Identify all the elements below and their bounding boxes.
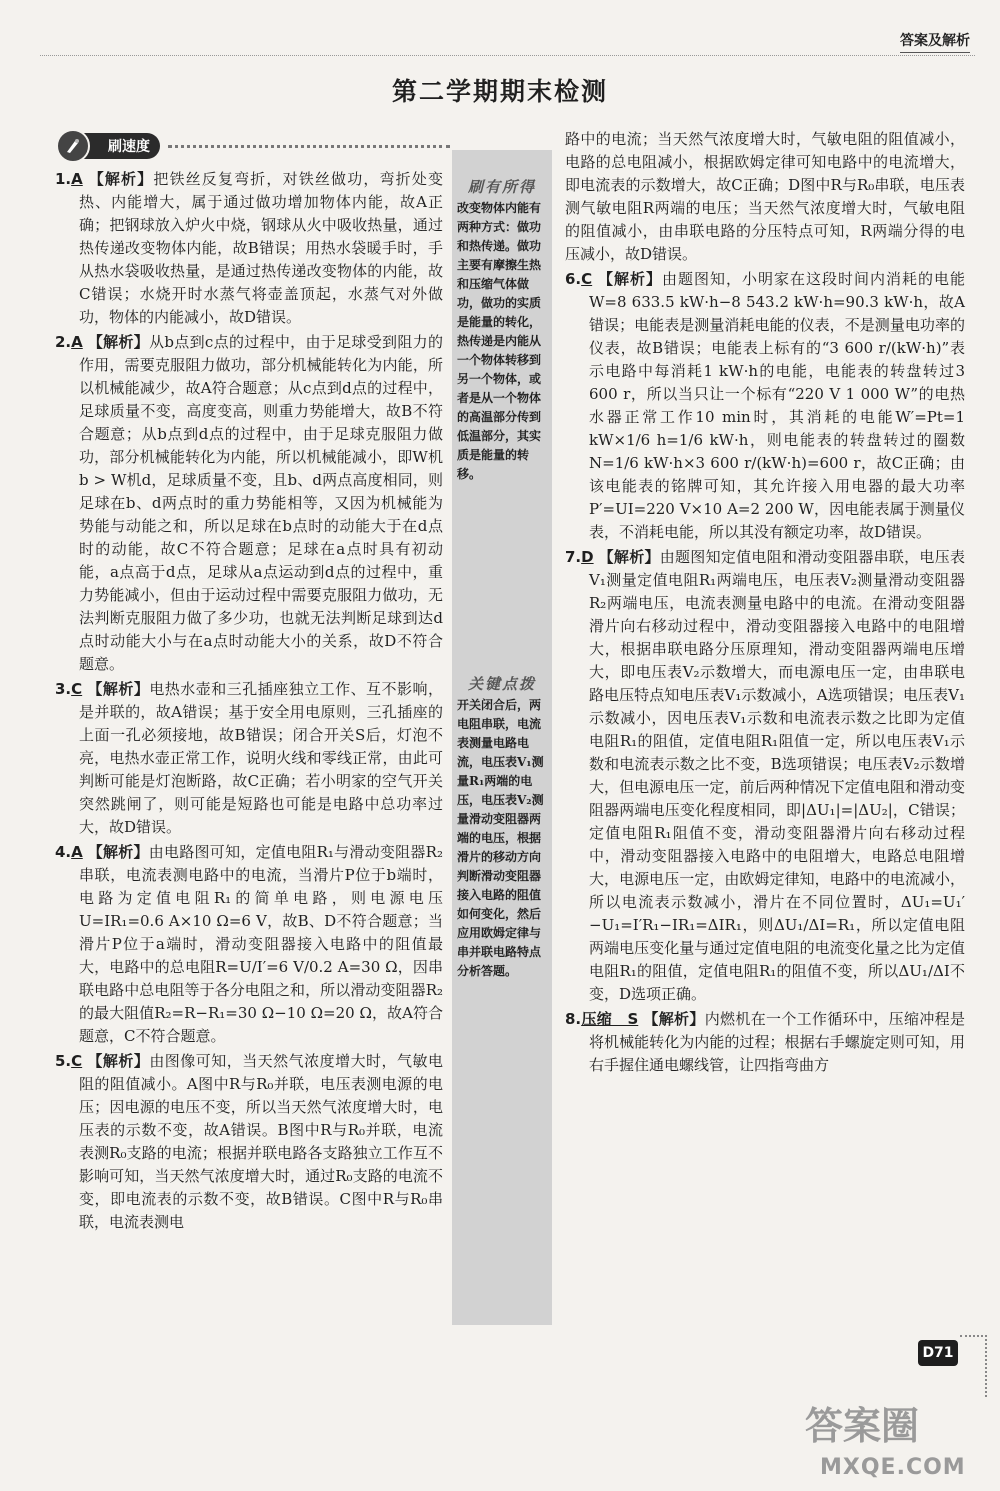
note-insight-title: 刷有所得: [467, 178, 536, 196]
answer-choice: C: [71, 1052, 83, 1070]
answer-choice: A: [71, 843, 83, 861]
watermark-logo: 答案圈: [805, 1404, 920, 1448]
sidebar-notes: [452, 150, 552, 1325]
question-6: 6.C 【解析】由题图知，小明家在这段时间内消耗的电能W=8 633.5 kW·h−8 543.2 kW·h=90.3 kW·h，故A错误；电能表是测量消耗电能的仪表，不是测量电功率的仪表，故B错误；电能表上标有的“3 600 r/(kW·h)”表示电路中每消耗1 kW·h的电能，电能表的转盘转过3 600 r，所以当只让一个标有“220 V 1 000 W”的电热水器正常工作10 min时，其消耗的电能W′=Pt=1 kW×1/6 h=1/6 kW·h，则电能表的转盘转过的圈数N=1/6 kW·h×3 600 r/(kW·h)=600 r，故C正确；由该电能表的铭牌可知，其允许接入用电器的最大功率P′=UI=220 V×10 A=2 200 W，因电能表属于测量仪表，不消耗电能，所以其没有额定功率，故D错误。: [565, 270, 965, 541]
left-column: [55, 168, 443, 1236]
explanation-text: 把铁丝反复弯折，对铁丝做功，弯折处变热、内能增大，属于通过做功增加物体内能，故A正确；把钢球放入炉火中烧，钢球从火中吸收热量，通过热传递改变物体内能，故B错误；用热水袋暖手时，手从热水袋吸收热量，是通过热传递改变物体的内能，故C错误；水烧开时水蒸气将壶盖顶起，水蒸气对外做功，物体的内能减小，故D错误。: [79, 170, 443, 326]
answer-choice: C: [581, 270, 593, 288]
question-1: 1.A 【解析】把铁丝反复弯折，对铁丝做功，弯折处变热、内能增大，属于通过做功增加物体内能，故A正确；把钢球放入炉火中烧，钢球从火中吸收热量，通过热传递改变物体内能，故B错误；用热水袋暖手时，手从热水袋吸收热量，是通过热传递改变物体的内能，故C错误；水烧开时水蒸气将壶盖顶起，水蒸气对外做功，物体的内能减小，故D错误。: [55, 170, 443, 326]
explanation-text: 电热水壶和三孔插座独立工作、互不影响，是并联的，故A错误；基于安全用电原则，三孔插座的上面一孔必须接地，故B错误；闭合开关S后，灯泡不亮，电热水壶正常工作，说明火线和零线正常，由此可判断可能是灯泡断路，故C正确；若小明家的空气开关突然跳闸了，则可能是短路也可能是电路中总功率过大，故D错误。: [79, 680, 443, 836]
question-8: 8.压缩 S 【解析】内燃机在一个工作循环中，压缩冲程是将机械能转化为内能的过程；根据右手螺旋定则可知，用右手握住通电螺线管，让四指弯曲方: [565, 1010, 965, 1074]
note-key-point-title: 关键点拨: [467, 675, 536, 693]
dotted-divider: [168, 145, 450, 148]
speed-badge-label: 刷速度: [108, 139, 150, 155]
question-5: 5.C 【解析】由图像可知，当天然气浓度增大时，气敏电阻的阻值减小。A图中R与R₀并联，电压表测电源的电压；因电源的电压不变，所以当天然气浓度增大时，电压表的示数不变，故A错误。B图中R与R₀并联，电流表测R₀支路的电流；根据并联电路各支路独立工作互不影响可知，当天然气浓度增大时，通过R₀支路的电流不变，即电流表的示数不变，故B错误。C图中R与R₀串联，电流表测电: [55, 1052, 443, 1231]
page-number: D71: [918, 1340, 958, 1366]
question-2: 2.A 【解析】从b点到c点的过程中，由于足球受到阻力的作用，需要克服阻力做功，部分机械能转化为内能，所以机械能减少，故A符合题意；从c点到d点的过程中，足球质量不变，高度变高，则重力势能增大，故B不符合题意；从b点到d点的过程中，由于足球克服阻力做功，部分机械能转化为内能，所以机械能减小，即W机b > W机d，足球质量不变，且b、d两点高度相同，则足球在b、d两点时的重力势能相等，又因为机械能为势能与动能之和，所以足球在b点时的动能大于在d点时的动能，故C不符合题意；足球在a点时具有初动能，a点高于d点，足球从a点运动到d点的过程中，重力势能减小，但由于运动过程中需要克服阻力做功，无法判断克服阻力做了多少功，也就无法判断足球到达d点时动能大小与在a点时动能大小的关系，故D不符合题意。: [55, 333, 443, 673]
explanation-text: 由题图知，小明家在这段时间内消耗的电能W=8 633.5 kW·h−8 543.2 kW·h=90.3 kW·h，故A错误；电能表是测量消耗电能的仪表，不是测量电功率的仪表，故B错误；电能表上标有的“3 600 r/(kW·h)”表示电路中每消耗1 kW·h的电能，电能表的转盘转过3 600 r，所以当只让一个标有“220 V 1 000 W”的电热水器正常工作10 min时，其消耗的电能W′=Pt=1 kW×1/6 h=1/6 kW·h，则电能表的转盘转过的圈数N=1/6 kW·h×3 600 r/(kW·h)=600 r，故C正确；由该电能表的铭牌可知，其允许接入用电器的最大功率P′=UI=220 V×10 A=2 200 W，因电能表属于测量仪表，不消耗电能，所以其没有额定功率，故D错误。: [589, 270, 965, 541]
explanation-text: 由电路图可知，定值电阻R₁与滑动变阻器R₂串联，电流表测电路中的电流，当滑片P位于b端时，电路为定值电阻R₁的简单电路，则电源电压U=IR₁=0.6 A×10 Ω=6 V，故B、D不符合题意；当滑片P位于a端时，滑动变阻器接入电路中的阻值最大，电路中的总电阻R=U/I′=6 V/0.2 A=30 Ω，因串联电路中总电阻等于各分电阻之和，所以滑动变阻器R₂的最大阻值R₂=R−R₁=30 Ω−10 Ω=20 Ω，故A符合题意，C不符合题意。: [79, 843, 443, 1045]
note-insight: [457, 178, 547, 484]
answer-choice: A: [71, 170, 83, 188]
explanation-text: 由图像可知，当天然气浓度增大时，气敏电阻的阻值减小。A图中R与R₀并联，电压表测电源的电压；因电源的电压不变，所以当天然气浓度增大时，电压表的示数不变，故A错误。B图中R与R₀并联，电流表测R₀支路的电流；根据并联电路各支路独立工作互不影响可知，当天然气浓度增大时，通过R₀支路的电流不变，即电流表的示数不变，故B错误。C图中R与R₀串联，电流表测电: [79, 1052, 443, 1231]
question-7: 7.D 【解析】由题图知定值电阻和滑动变阻器串联，电压表V₁测量定值电阻R₁两端电压，电压表V₂测量滑动变阻器R₂两端电压，电流表测量电路中的电流。在滑动变阻器滑片向右移动过程中，滑动变阻器接入电路中的电阻增大，根据串联电路分压原理知，滑动变阻器两端电压增大，即电压表V₂示数增大，而电源电压一定，由串联电路电压特点知电压表V₁示数减小，A选项错误；电压表V₁示数减小，因电压表V₁示数和电流表示数之比即为定值电阻R₁的阻值，定值电阻R₁阻值一定，所以电压表V₁示数和电流表示数之比不变，B选项错误；电压表V₂示数增大，但电源电压一定，前后两种情况下定值电阻和滑动变阻器两端电压变化程度相同，即|ΔU₁|=|ΔU₂|，C错误；定值电阻R₁阻值不变，滑动变阻器滑片向右移动过程中，滑动变阻器接入电路中的电阻增大，电路总电阻增大，电源电压一定，由欧姆定律知，电路中的电流减小，所以电流表示数减小，滑片在不同位置时，ΔU₁=U₁′−U₁=I′R₁−IR₁=ΔIR₁，则ΔU₁/ΔI=R₁，所以定值电阻两端电压变化量与通过定值电阻的电流变化量之比为定值电阻R₁的阻值，定值电阻R₁的阻值不变，所以ΔU₁/ΔI不变，D选项正确。: [565, 548, 965, 1003]
question-3: 3.C 【解析】电热水壶和三孔插座独立工作、互不影响，是并联的，故A错误；基于安全用电原则，三孔插座的上面一孔必须接地，故B错误；闭合开关S后，灯泡不亮，电热水壶正常工作，说明火线和零线正常，由此可判断可能是灯泡断路，故C正确；若小明家的空气开关突然跳闸了，则可能是短路也可能是电路中总功率过大，故D错误。: [55, 680, 443, 836]
explanation-text: 由题图知定值电阻和滑动变阻器串联，电压表V₁测量定值电阻R₁两端电压，电压表V₂测量滑动变阻器R₂两端电压，电流表测量电路中的电流。在滑动变阻器滑片向右移动过程中，滑动变阻器接入电路中的电阻增大，根据串联电路分压原理知，滑动变阻器两端电压增大，即电压表V₂示数增大，而电源电压一定，由串联电路电压特点知电压表V₁示数减小，A选项错误；电压表V₁示数减小，因电压表V₁示数和电流表示数之比即为定值电阻R₁的阻值，定值电阻R₁阻值一定，所以电压表V₁示数和电流表示数之比不变，B选项错误；电压表V₂示数增大，但电源电压一定，前后两种情况下定值电阻和滑动变阻器两端电压变化程度相同，即|ΔU₁|=|ΔU₂|，C错误；定值电阻R₁阻值不变，滑动变阻器滑片向右移动过程中，滑动变阻器接入电路中的电阻增大，电路总电阻增大，电源电压一定，由欧姆定律知，电路中的电流减小，所以电流表示数减小，滑片在不同位置时，ΔU₁=U₁′−U₁=I′R₁−IR₁=ΔIR₁，则ΔU₁/ΔI=R₁，所以定值电阻两端电压变化量与通过定值电阻的电流变化量之比为定值电阻R₁的阻值，定值电阻R₁的阻值不变，所以ΔU₁/ΔI不变，D选项正确。: [589, 548, 965, 1003]
question-4: 4.A 【解析】由电路图可知，定值电阻R₁与滑动变阻器R₂串联，电流表测电路中的电流，当滑片P位于b端时，电路为定值电阻R₁的简单电路，则电源电压U=IR₁=0.6 A×10 Ω=6 V，故B、D不符合题意；当滑片P位于a端时，滑动变阻器接入电路中的阻值最大，电路中的总电阻R=U/I′=6 V/0.2 A=30 Ω，因串联电路中总电阻等于各分电阻之和，所以滑动变阻器R₂的最大阻值R₂=R−R₁=30 Ω−10 Ω=20 Ω，故A符合题意，C不符合题意。: [55, 843, 443, 1045]
note-key-point: [457, 675, 547, 981]
answer-choice: A: [71, 333, 83, 351]
section-tag: 答案及解析: [900, 30, 970, 53]
watermark-url: MXQE.COM: [820, 1455, 966, 1480]
page-title: 第二学期期末检测: [391, 77, 608, 106]
explanation-text: 从b点到c点的过程中，由于足球受到阻力的作用，需要克服阻力做功，部分机械能转化为内能，所以机械能减少，故A符合题意；从c点到d点的过程中，足球质量不变，高度变高，则重力势能增大，故B不符合题意；从b点到d点的过程中，由于足球克服阻力做功，部分机械能转化为内能，所以机械能减小，即W机b > W机d，足球质量不变，且b、d两点高度相同，则足球在b、d两点时的重力势能相等，又因为机械能为势能与动能之和，所以足球在b点时的动能大于在d点时的动能，故C不符合题意；足球在a点时具有初动能，a点高于d点，足球从a点运动到d点的过程中，重力势能减小，但由于运动过程中需要克服阻力做功，无法判断克服阻力做了多少功，也就无法判断足球到达d点时动能大小与在a点时动能大小的关系，故D不符合题意。: [79, 333, 443, 673]
note-key-point-text: 开关闭合后，两电阻串联，电流表测量电路电流，电压表V₁测量R₁两端的电压，电压表V₂测量滑动变阻器两端的电压，根据滑片的移动方向判断滑动变阻器接入电路的阻值如何变化，然后应用欧姆定律与串并联电路特点分析答题。: [457, 698, 544, 978]
top-divider: [40, 55, 975, 56]
answer-choice: D: [581, 548, 594, 566]
question-5-continued: 路中的电流；当天然气浓度增大时，气敏电阻的阻值减小，电路的总电阻减小，根据欧姆定律可知电路中的电流增大，即电流表的示数增大，故C正确；D图中R与R₀串联，电压表测气敏电阻R两端的电压；当天然气浓度增大时，气敏电阻的阻值减小，由串联电路的分压特点可知，R两端分得的电压减小，故D错误。: [565, 130, 965, 263]
speed-badge: [60, 133, 160, 159]
brush-icon: [56, 129, 90, 163]
answer-choice: C: [71, 680, 83, 698]
note-insight-text: 改变物体内能有两种方式：做功和热传递。做功主要有摩擦生热和压缩气体做功，做功的实质是能量的转化，热传递是内能从一个物体转移到另一个物体，或者是从一个物体的高温部分传到低温部分，其实质是能量的转移。: [457, 201, 542, 481]
explanation-text: 内燃机在一个工作循环中，压缩冲程是将机械能转化为内能的过程；根据右手螺旋定则可知，用右手握住通电螺线管，让四指弯曲方: [589, 1010, 965, 1074]
corner-dots: [960, 1335, 987, 1397]
right-column: [565, 128, 965, 1079]
answer-fill: 压缩 S: [581, 1010, 639, 1028]
